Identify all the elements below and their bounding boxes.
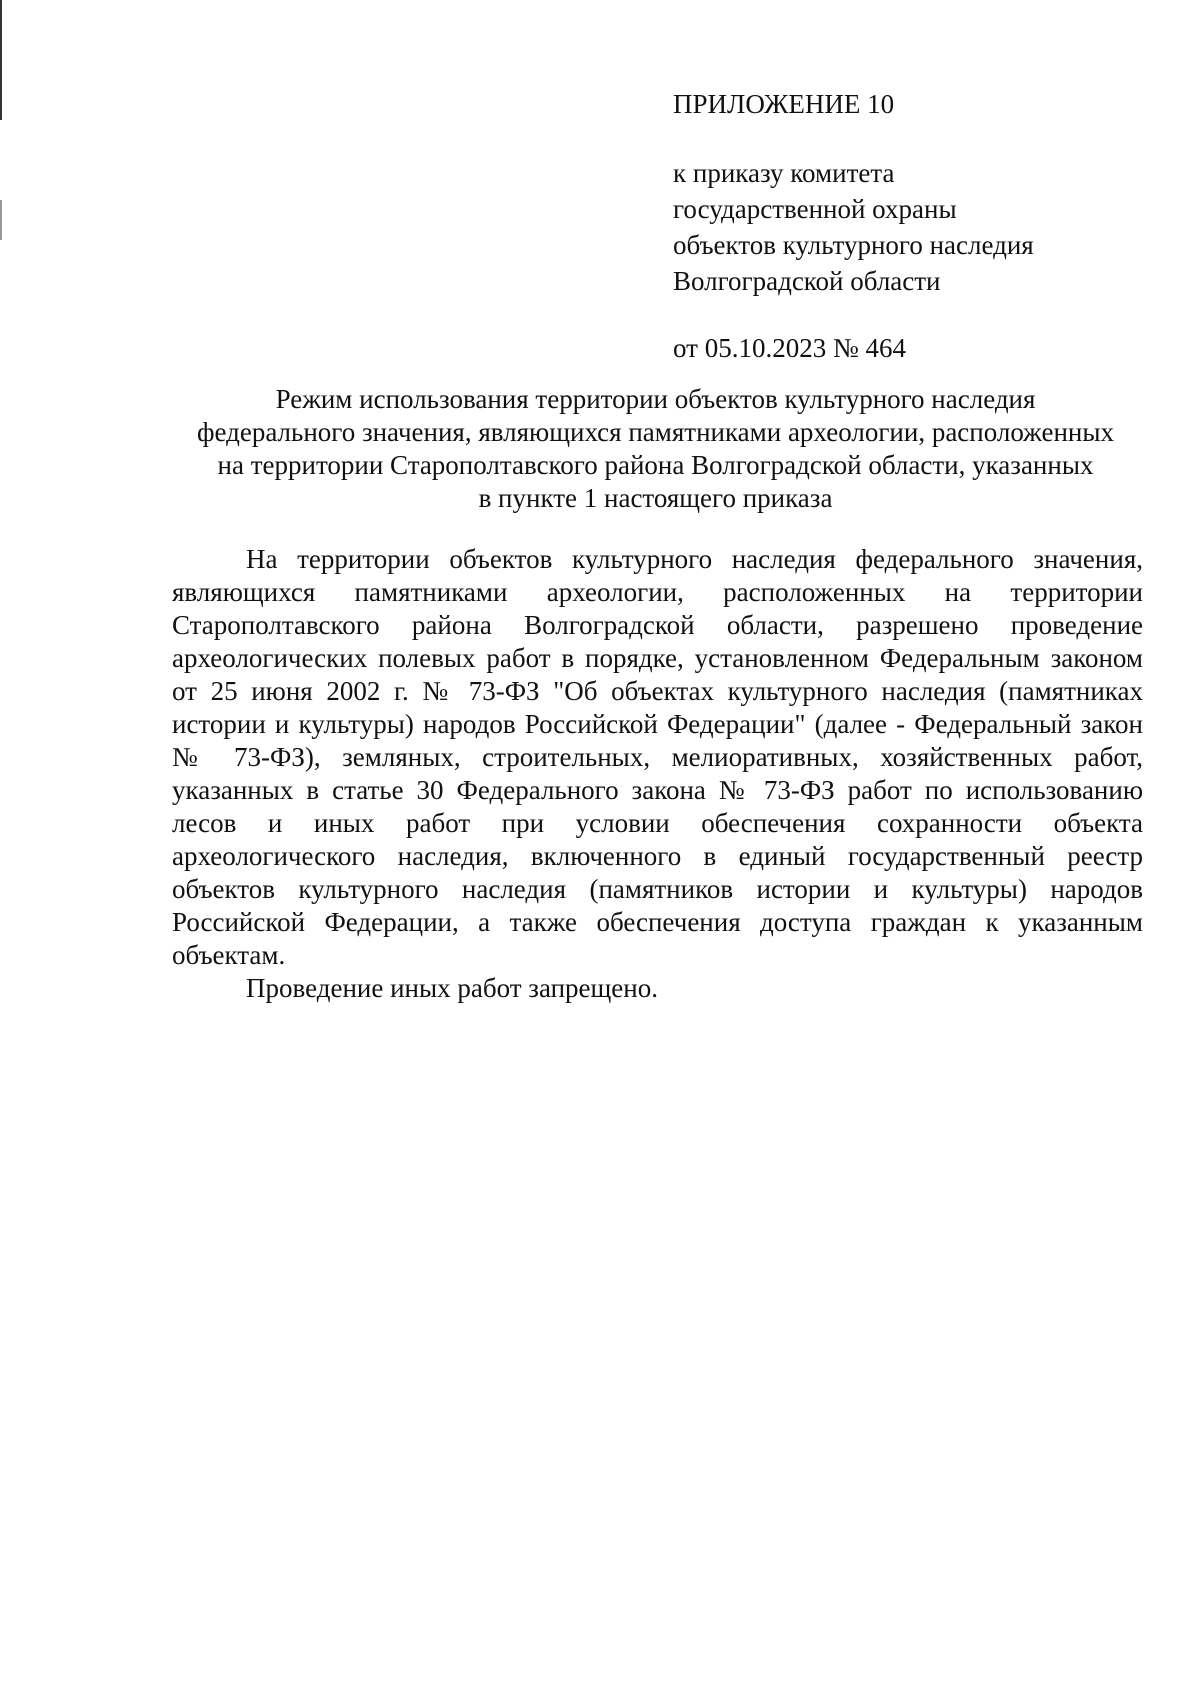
appendix-line: государственной охраны <box>673 194 957 224</box>
appendix-title: ПРИЛОЖЕНИЕ 10 <box>673 89 895 119</box>
heading-line: на территории Старополтавского района Волгоградской области, указанных <box>217 450 1094 480</box>
body-paragraph: Проведение иных работ запрещено. <box>246 973 658 1003</box>
appendix-reference <box>673 155 1153 299</box>
body-paragraph: На территории объектов культурного наследия федерального значения, являющихся памятниками археологии, расположенных на территории Старополтавского района Волгоградской области, разрешено проведение археологических полевых работ в порядке, установленном Федеральным законом от 25 июня 2002 г. № 73-ФЗ "Об объектах культурного наследия (памятниках истории и культуры) народов Российской Федерации" (далее - Федеральный закон № 73-ФЗ), земляных, строительных, мелиоративных, хозяйственных работ, указанных в статье 30 Федерального закона № 73-ФЗ работ по использованию лесов и иных работ при условии обеспечения сохранности объекта археологического наследия, включенного в единый государственный реестр объектов культурного наследия (памятников истории и культуры) народов Российской Федерации, а также обеспечения доступа граждан к указанным объектам. <box>172 544 1143 970</box>
order-date-number: от 05.10.2023 № 464 <box>673 333 906 363</box>
appendix-line: к приказу комитета <box>673 158 895 188</box>
heading-line: федерального значения, являющихся памятниками археологии, расположенных <box>196 417 1115 447</box>
scan-edge-mark <box>0 200 2 240</box>
scan-edge-mark <box>0 0 2 120</box>
heading-line: в пункте 1 настоящего приказа <box>478 483 833 513</box>
appendix-line: Волгоградской области <box>673 266 941 296</box>
document-body <box>172 543 1143 1005</box>
document-heading <box>168 383 1143 515</box>
appendix-line: объектов культурного наследия <box>673 230 1034 260</box>
appendix-block <box>673 86 1153 366</box>
heading-line: Режим использования территории объектов культурного наследия <box>275 384 1036 414</box>
